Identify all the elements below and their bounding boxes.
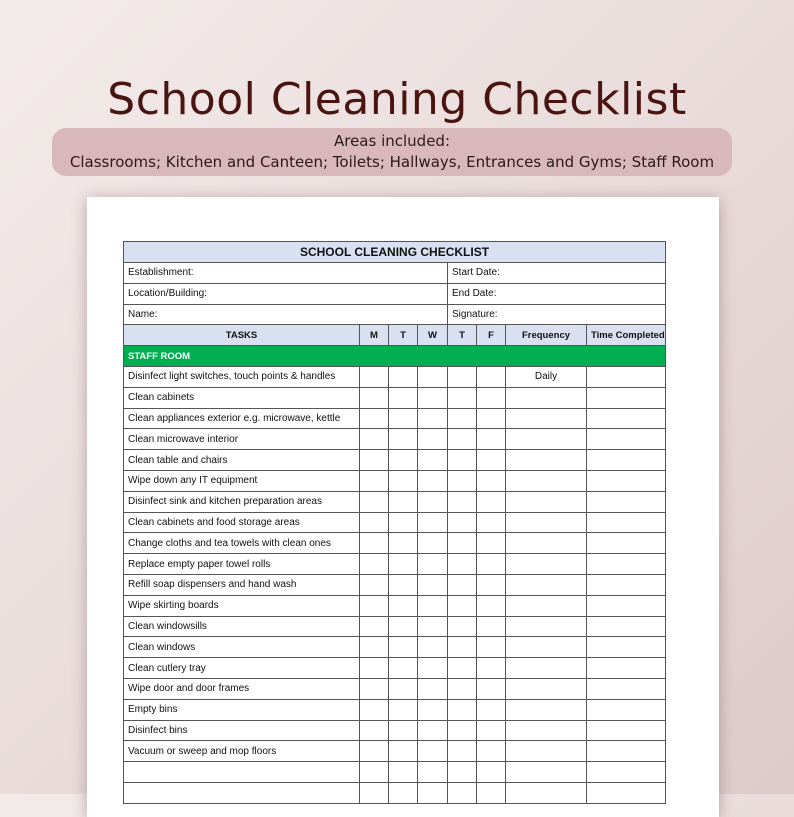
check-cell-friday[interactable] <box>477 387 506 408</box>
check-cell-tuesday[interactable] <box>389 658 418 679</box>
frequency-cell[interactable] <box>506 574 587 595</box>
check-cell-thursday[interactable] <box>448 782 477 803</box>
col-header-tasks: TASKS <box>124 325 360 346</box>
check-cell-tuesday[interactable] <box>389 554 418 575</box>
check-cell-tuesday[interactable] <box>389 408 418 429</box>
check-cell-wednesday[interactable] <box>418 720 448 741</box>
check-cell-tuesday[interactable] <box>389 533 418 554</box>
check-cell-thursday[interactable] <box>448 450 477 471</box>
check-cell-thursday[interactable] <box>448 616 477 637</box>
frequency-cell[interactable]: Daily <box>506 366 587 387</box>
frequency-cell[interactable] <box>506 470 587 491</box>
check-cell-tuesday[interactable] <box>389 366 418 387</box>
check-cell-wednesday[interactable] <box>418 782 448 803</box>
check-cell-wednesday[interactable] <box>418 637 448 658</box>
frequency-cell[interactable] <box>506 491 587 512</box>
section-row <box>124 346 666 367</box>
areas-heading: Areas included: <box>333 132 451 150</box>
check-cell-thursday[interactable] <box>448 533 477 554</box>
check-cell-tuesday[interactable] <box>389 741 418 762</box>
frequency-cell[interactable] <box>506 762 587 783</box>
check-cell-wednesday[interactable] <box>418 450 448 471</box>
check-cell-tuesday[interactable] <box>389 595 418 616</box>
task-label: Clean cutlery tray <box>124 658 360 679</box>
time-completed-cell[interactable] <box>587 720 666 741</box>
task-row <box>124 512 666 533</box>
check-cell-monday[interactable] <box>360 720 389 741</box>
check-cell-tuesday[interactable] <box>389 470 418 491</box>
task-row <box>124 762 666 783</box>
col-header-thursday: T <box>448 325 477 346</box>
check-cell-monday[interactable] <box>360 512 389 533</box>
task-row <box>124 387 666 408</box>
check-cell-friday[interactable] <box>477 678 506 699</box>
task-row <box>124 470 666 491</box>
check-cell-monday[interactable] <box>360 470 389 491</box>
task-row <box>124 637 666 658</box>
time-completed-cell[interactable] <box>587 658 666 679</box>
check-cell-thursday[interactable] <box>448 699 477 720</box>
check-cell-wednesday[interactable] <box>418 762 448 783</box>
task-label: Clean table and chairs <box>124 450 360 471</box>
check-cell-monday[interactable] <box>360 491 389 512</box>
check-cell-thursday[interactable] <box>448 762 477 783</box>
frequency-cell[interactable] <box>506 408 587 429</box>
section-staff-room: STAFF ROOM <box>124 346 666 367</box>
task-label <box>124 782 360 803</box>
check-cell-monday[interactable] <box>360 554 389 575</box>
task-row <box>124 616 666 637</box>
check-cell-wednesday[interactable] <box>418 616 448 637</box>
check-cell-friday[interactable] <box>477 533 506 554</box>
task-row <box>124 408 666 429</box>
task-row <box>124 429 666 450</box>
time-completed-cell[interactable] <box>587 408 666 429</box>
task-label <box>124 762 360 783</box>
task-row <box>124 554 666 575</box>
check-cell-tuesday[interactable] <box>389 512 418 533</box>
frequency-cell[interactable] <box>506 554 587 575</box>
check-cell-monday[interactable] <box>360 450 389 471</box>
task-label: Disinfect light switches, touch points & handles <box>124 366 360 387</box>
check-cell-tuesday[interactable] <box>389 720 418 741</box>
check-cell-wednesday[interactable] <box>418 741 448 762</box>
start-date-field[interactable]: Start Date: <box>448 263 666 284</box>
task-row <box>124 782 666 803</box>
check-cell-friday[interactable] <box>477 616 506 637</box>
time-completed-cell[interactable] <box>587 782 666 803</box>
check-cell-friday[interactable] <box>477 782 506 803</box>
check-cell-thursday[interactable] <box>448 658 477 679</box>
task-row <box>124 678 666 699</box>
check-cell-thursday[interactable] <box>448 741 477 762</box>
time-completed-cell[interactable] <box>587 554 666 575</box>
task-label: Wipe skirting boards <box>124 595 360 616</box>
check-cell-monday[interactable] <box>360 616 389 637</box>
check-cell-monday[interactable] <box>360 782 389 803</box>
sheet-title: SCHOOL CLEANING CHECKLIST <box>124 242 666 263</box>
check-cell-monday[interactable] <box>360 741 389 762</box>
check-cell-tuesday[interactable] <box>389 637 418 658</box>
check-cell-tuesday[interactable] <box>389 387 418 408</box>
frequency-cell[interactable] <box>506 595 587 616</box>
task-row <box>124 595 666 616</box>
checklist-sheet <box>87 197 719 817</box>
check-cell-tuesday[interactable] <box>389 429 418 450</box>
task-label: Wipe down any IT equipment <box>124 470 360 491</box>
task-label: Wipe door and door frames <box>124 678 360 699</box>
check-cell-wednesday[interactable] <box>418 429 448 450</box>
time-completed-cell[interactable] <box>587 533 666 554</box>
field-row <box>124 304 666 325</box>
check-cell-wednesday[interactable] <box>418 366 448 387</box>
frequency-cell[interactable] <box>506 387 587 408</box>
task-row <box>124 366 666 387</box>
time-completed-cell[interactable] <box>587 616 666 637</box>
field-row <box>124 263 666 284</box>
frequency-cell[interactable] <box>506 658 587 679</box>
task-row <box>124 699 666 720</box>
check-cell-wednesday[interactable] <box>418 699 448 720</box>
col-header-frequency: Frequency <box>506 325 587 346</box>
time-completed-cell[interactable] <box>587 678 666 699</box>
check-cell-monday[interactable] <box>360 429 389 450</box>
check-cell-wednesday[interactable] <box>418 512 448 533</box>
task-row <box>124 658 666 679</box>
check-cell-friday[interactable] <box>477 408 506 429</box>
frequency-cell[interactable] <box>506 637 587 658</box>
check-cell-friday[interactable] <box>477 554 506 575</box>
check-cell-wednesday[interactable] <box>418 470 448 491</box>
frequency-cell[interactable] <box>506 678 587 699</box>
col-header-wednesday: W <box>418 325 448 346</box>
check-cell-thursday[interactable] <box>448 491 477 512</box>
task-label: Empty bins <box>124 699 360 720</box>
check-cell-thursday[interactable] <box>448 637 477 658</box>
check-cell-wednesday[interactable] <box>418 678 448 699</box>
time-completed-cell[interactable] <box>587 470 666 491</box>
check-cell-friday[interactable] <box>477 699 506 720</box>
task-label: Change cloths and tea towels with clean ones <box>124 533 360 554</box>
task-label: Clean windowsills <box>124 616 360 637</box>
task-label: Clean appliances exterior e.g. microwave, kettle <box>124 408 360 429</box>
check-cell-tuesday[interactable] <box>389 450 418 471</box>
time-completed-cell[interactable] <box>587 366 666 387</box>
field-row <box>124 283 666 304</box>
signature-field[interactable]: Signature: <box>448 304 666 325</box>
check-cell-monday[interactable] <box>360 658 389 679</box>
task-label: Clean windows <box>124 637 360 658</box>
check-cell-monday[interactable] <box>360 678 389 699</box>
check-cell-friday[interactable] <box>477 366 506 387</box>
col-header-tuesday: T <box>389 325 418 346</box>
time-completed-cell[interactable] <box>587 595 666 616</box>
task-row <box>124 574 666 595</box>
task-label: Disinfect sink and kitchen preparation areas <box>124 491 360 512</box>
frequency-cell[interactable] <box>506 429 587 450</box>
check-cell-friday[interactable] <box>477 512 506 533</box>
check-cell-tuesday[interactable] <box>389 782 418 803</box>
check-cell-tuesday[interactable] <box>389 678 418 699</box>
name-field[interactable]: Name: <box>124 304 448 325</box>
check-cell-wednesday[interactable] <box>418 387 448 408</box>
task-label: Vacuum or sweep and mop floors <box>124 741 360 762</box>
check-cell-monday[interactable] <box>360 762 389 783</box>
check-cell-thursday[interactable] <box>448 408 477 429</box>
check-cell-thursday[interactable] <box>448 512 477 533</box>
time-completed-cell[interactable] <box>587 574 666 595</box>
time-completed-cell[interactable] <box>587 491 666 512</box>
check-cell-wednesday[interactable] <box>418 491 448 512</box>
check-cell-tuesday[interactable] <box>389 616 418 637</box>
check-cell-friday[interactable] <box>477 720 506 741</box>
task-label: Disinfect bins <box>124 720 360 741</box>
task-row <box>124 741 666 762</box>
end-date-field[interactable]: End Date: <box>448 283 666 304</box>
task-label: Clean cabinets and food storage areas <box>124 512 360 533</box>
task-label: Replace empty paper towel rolls <box>124 554 360 575</box>
check-cell-monday[interactable] <box>360 533 389 554</box>
check-cell-friday[interactable] <box>477 574 506 595</box>
checklist-table <box>123 241 666 804</box>
check-cell-thursday[interactable] <box>448 574 477 595</box>
check-cell-thursday[interactable] <box>448 387 477 408</box>
check-cell-wednesday[interactable] <box>418 533 448 554</box>
location-field[interactable]: Location/Building: <box>124 283 448 304</box>
frequency-cell[interactable] <box>506 720 587 741</box>
check-cell-friday[interactable] <box>477 741 506 762</box>
check-cell-friday[interactable] <box>477 658 506 679</box>
check-cell-friday[interactable] <box>477 429 506 450</box>
task-row <box>124 491 666 512</box>
time-completed-cell[interactable] <box>587 429 666 450</box>
frequency-cell[interactable] <box>506 699 587 720</box>
task-row <box>124 533 666 554</box>
check-cell-wednesday[interactable] <box>418 574 448 595</box>
task-label: Clean microwave interior <box>124 429 360 450</box>
frequency-cell[interactable] <box>506 782 587 803</box>
check-cell-tuesday[interactable] <box>389 491 418 512</box>
check-cell-friday[interactable] <box>477 491 506 512</box>
check-cell-thursday[interactable] <box>448 720 477 741</box>
check-cell-thursday[interactable] <box>448 678 477 699</box>
time-completed-cell[interactable] <box>587 387 666 408</box>
check-cell-wednesday[interactable] <box>418 554 448 575</box>
check-cell-wednesday[interactable] <box>418 595 448 616</box>
col-header-time-completed: Time Completed <box>587 325 666 346</box>
frequency-cell[interactable] <box>506 512 587 533</box>
check-cell-monday[interactable] <box>360 699 389 720</box>
task-label: Clean cabinets <box>124 387 360 408</box>
time-completed-cell[interactable] <box>587 637 666 658</box>
check-cell-thursday[interactable] <box>448 470 477 491</box>
task-label: Refill soap dispensers and hand wash <box>124 574 360 595</box>
column-header-row <box>124 325 666 346</box>
check-cell-wednesday[interactable] <box>418 408 448 429</box>
check-cell-monday[interactable] <box>360 408 389 429</box>
check-cell-thursday[interactable] <box>448 366 477 387</box>
check-cell-monday[interactable] <box>360 366 389 387</box>
check-cell-tuesday[interactable] <box>389 699 418 720</box>
areas-list: Classrooms; Kitchen and Canteen; Toilets; Hallways, Entrances and Gyms; Staff Room <box>69 153 715 171</box>
time-completed-cell[interactable] <box>587 762 666 783</box>
check-cell-friday[interactable] <box>477 637 506 658</box>
establishment-field[interactable]: Establishment: <box>124 263 448 284</box>
check-cell-monday[interactable] <box>360 387 389 408</box>
col-header-friday: F <box>477 325 506 346</box>
task-row <box>124 720 666 741</box>
check-cell-friday[interactable] <box>477 595 506 616</box>
time-completed-cell[interactable] <box>587 450 666 471</box>
page-title: School Cleaning Checklist <box>107 74 687 125</box>
check-cell-thursday[interactable] <box>448 554 477 575</box>
frequency-cell[interactable] <box>506 533 587 554</box>
check-cell-thursday[interactable] <box>448 595 477 616</box>
check-cell-monday[interactable] <box>360 637 389 658</box>
check-cell-friday[interactable] <box>477 450 506 471</box>
time-completed-cell[interactable] <box>587 699 666 720</box>
check-cell-monday[interactable] <box>360 574 389 595</box>
check-cell-tuesday[interactable] <box>389 574 418 595</box>
check-cell-tuesday[interactable] <box>389 762 418 783</box>
col-header-monday: M <box>360 325 389 346</box>
frequency-cell[interactable] <box>506 741 587 762</box>
time-completed-cell[interactable] <box>587 512 666 533</box>
time-completed-cell[interactable] <box>587 741 666 762</box>
check-cell-friday[interactable] <box>477 470 506 491</box>
task-row <box>124 450 666 471</box>
check-cell-wednesday[interactable] <box>418 658 448 679</box>
check-cell-thursday[interactable] <box>448 429 477 450</box>
areas-banner <box>52 128 732 176</box>
frequency-cell[interactable] <box>506 450 587 471</box>
frequency-cell[interactable] <box>506 616 587 637</box>
check-cell-monday[interactable] <box>360 595 389 616</box>
check-cell-friday[interactable] <box>477 762 506 783</box>
